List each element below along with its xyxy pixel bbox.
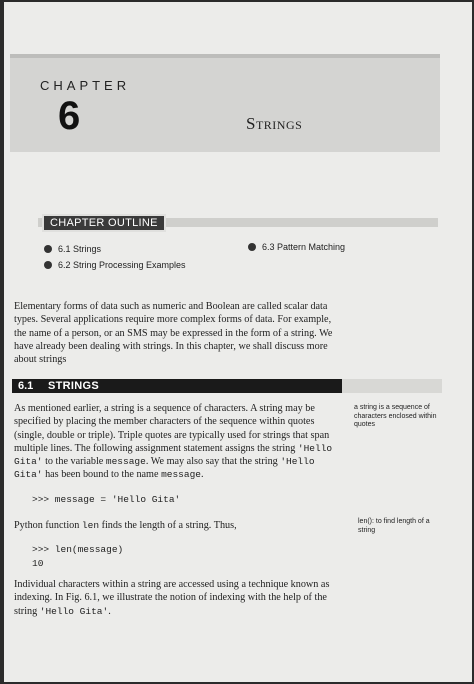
banner-stripe (10, 54, 440, 58)
section-heading-rule (342, 379, 442, 393)
margin-note: len(): to find length of a string (358, 518, 430, 534)
chapter-label: CHAPTER (40, 78, 131, 93)
book-page (4, 2, 472, 682)
strings-paragraph: As mentioned earlier, a string is a sequence of characters. A string may be specified by placing the member characters of the sequence within quotes (single, double or triple). Triple quotes are typically used for strings that span multiple lines. The following assignment statement assigns the string 'Hello Gita' to the variable message. We may also say that the string 'Hello Gita' has been bound to the name message. (14, 403, 333, 481)
bullet-icon (44, 245, 52, 253)
chapter-title: Strings (246, 114, 303, 133)
bullet-icon (248, 243, 256, 251)
outline-label: CHAPTER OUTLINE (50, 217, 158, 229)
bullet-icon (44, 261, 52, 269)
section-title: STRINGS (48, 380, 99, 392)
chapter-number: 6 (58, 94, 81, 138)
margin-note: a string is a sequence of characters enclosed within quotes (354, 404, 437, 428)
outline-item: 6.2 String Processing Examples (58, 260, 186, 270)
section-number: 6.1 (18, 380, 34, 392)
indexing-paragraph: Individual characters within a string are accessed using a technique known as indexing. In Fig. 6.1, we illustrate the notion of indexing with the help of the string 'Hello Gita'. (14, 579, 330, 617)
outline-item: 6.3 Pattern Matching (262, 242, 346, 252)
code-line: >>> message = 'Hello Gita' (32, 494, 181, 505)
len-paragraph: Python function len finds the length of a string. Thus, (14, 520, 237, 531)
code-line: >>> len(message) (32, 544, 124, 555)
outline-item: 6.1 Strings (58, 244, 102, 254)
code-output: 10 (32, 558, 44, 569)
intro-paragraph: Elementary forms of data such as numeric and Boolean are called scalar data types. Several applications require more complex forms of data. For example, the name of a person, or an SMS may be expressed in the form of a string. We have already been dealing with strings. In this chapter, we shall discuss more about strings (14, 301, 333, 366)
